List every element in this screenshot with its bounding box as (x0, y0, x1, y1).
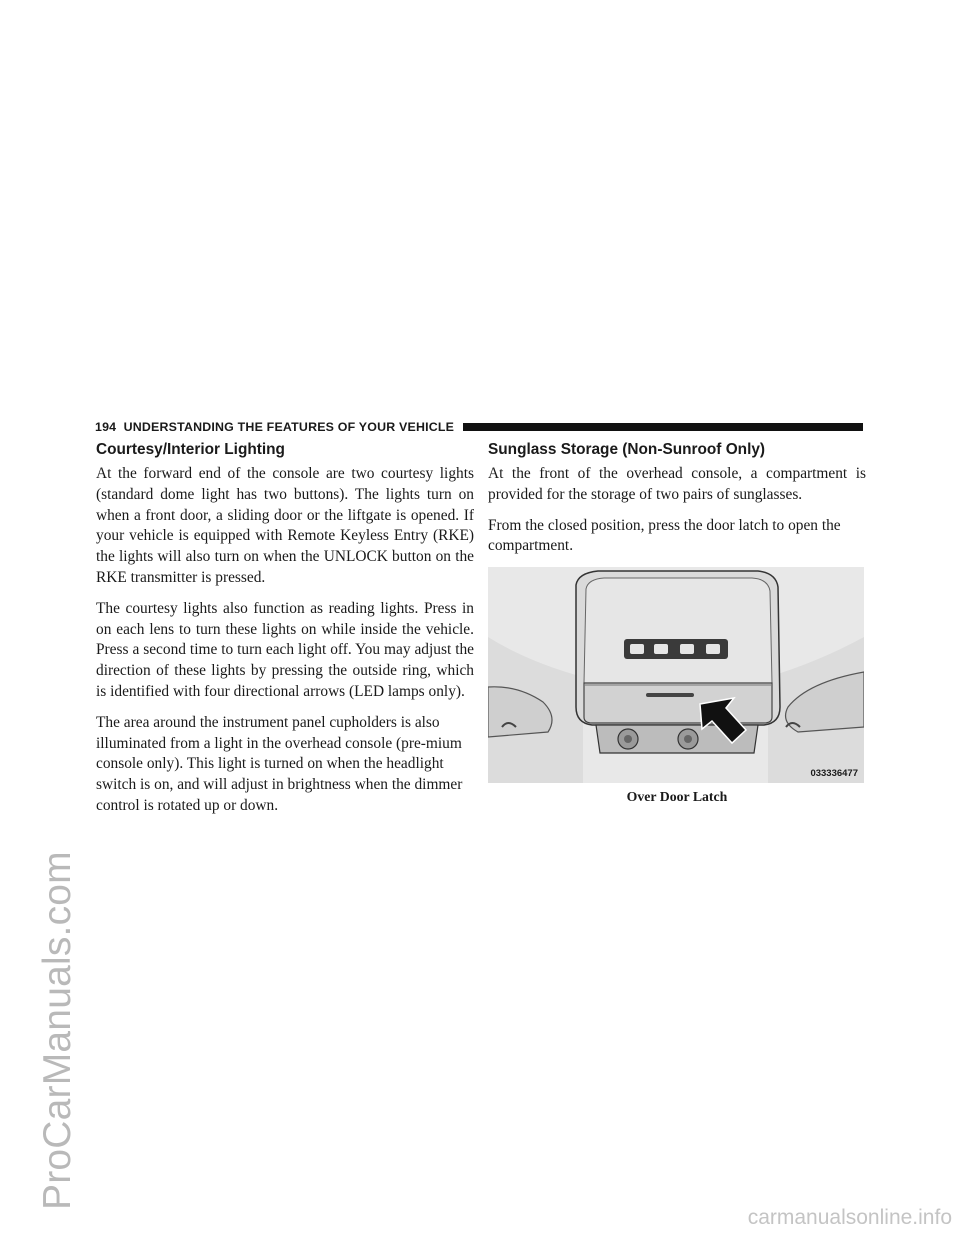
figure-number: 033336477 (810, 768, 858, 780)
paragraph: From the closed position, press the door latch to open the compartment. (488, 516, 841, 555)
right-column (488, 440, 866, 805)
sunglass-storage-heading: Sunglass Storage (Non-Sunroof Only) (488, 441, 766, 458)
paragraph: At the front of the overhead console, a compartment is provided for the storage of two pairs of sunglasses. (488, 465, 866, 503)
bottom-watermark: carmanualsonline.info (747, 1206, 952, 1229)
figure-caption: Over Door Latch (626, 789, 728, 805)
page-number: 194 (95, 420, 117, 434)
side-watermark: ProCarManuals.com (36, 851, 79, 1210)
overhead-console-figure (488, 567, 864, 783)
paragraph: At the forward end of the console are two courtesy lights (standard dome light has two buttons). The lights turn on when a front door, a sliding door or the liftgate is opened. If your vehicle is equipped with Remote Keyless Entry (RKE) the lights will also turn on when the UNLOCK button on the RKE transmitter is pressed. (96, 465, 474, 586)
left-column (96, 440, 474, 827)
section-title: UNDERSTANDING THE FEATURES OF YOUR VEHICLE (123, 420, 455, 434)
overhead-console-illustration (488, 567, 864, 783)
page-header (95, 418, 863, 436)
courtesy-lighting-heading: Courtesy/Interior Lighting (96, 441, 285, 458)
header-text (95, 418, 460, 436)
paragraph: The courtesy lights also function as reading lights. Press in on each lens to turn these lights on while inside the vehicle. Press a second time to turn each light off. You may adjust the direction of these lights by pressing the outside ring, which is identified with four directional arrows (LED lamps only). (96, 599, 474, 700)
paragraph: The area around the instrument panel cupholders is also illuminated from a light in the overhead console (pre-mium console only). This light is turned on when the headlight switch is on, and will adjust in brightness when the dimmer control is rotated up or down. (96, 713, 463, 814)
header-rule (463, 423, 863, 431)
